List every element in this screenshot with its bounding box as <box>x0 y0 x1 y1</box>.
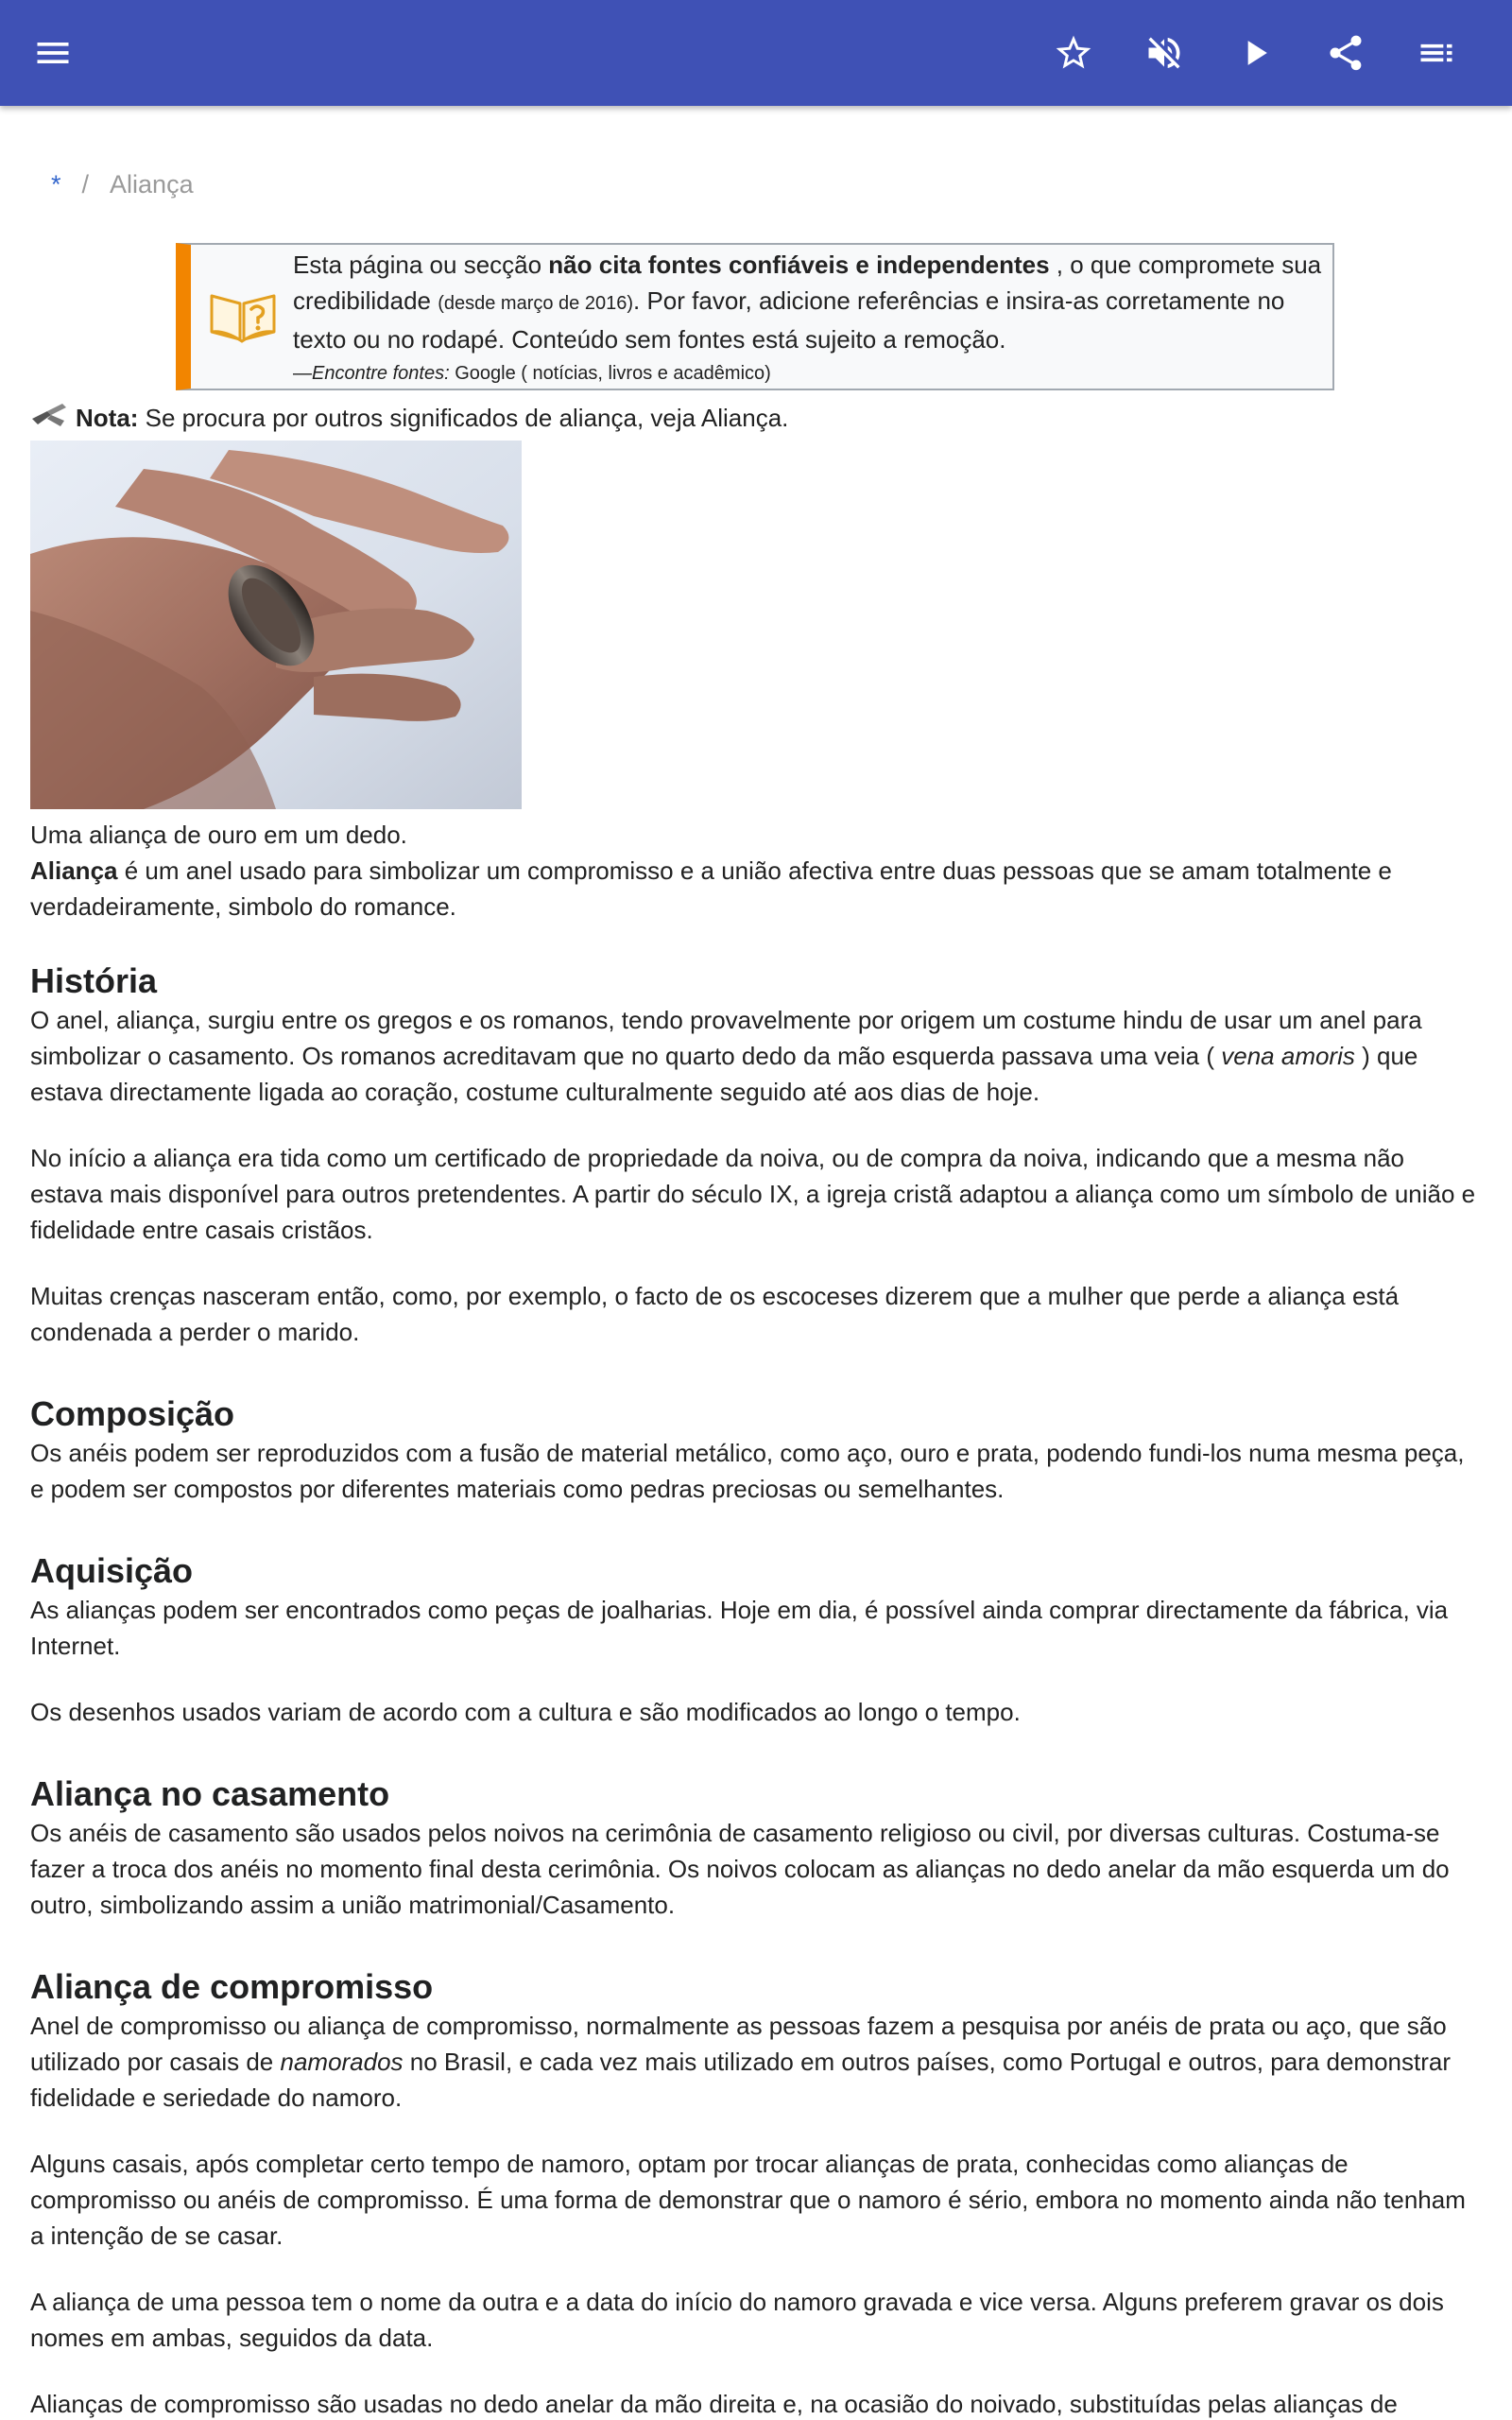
notice-warning-bold: não cita fontes confiáveis e independentes <box>548 251 1050 279</box>
favorite-button[interactable] <box>1045 25 1102 81</box>
compromisso-p1-end: no Brasil, e cada vez mais utilizado em outros países, como Portugal e outros, para demonstrar fidelidade e seriedade do namoro. <box>30 2048 1451 2112</box>
disambiguation-note <box>30 401 788 435</box>
notice-footer-label: Encontre fontes: <box>312 363 450 384</box>
section-aquisicao <box>30 1550 1482 1730</box>
breadcrumb-separator: / <box>81 170 90 199</box>
contents-button[interactable] <box>1408 25 1465 81</box>
intro-paragraph <box>30 853 1482 925</box>
aquisicao-paragraph-2: Os desenhos usados variam de acordo com a cultura e são modificados ao longo o tempo. <box>30 1698 1021 1726</box>
notice-text-end: . Por favor, adicione referências e insira-as corretamente no texto ou no rodapé. Conteúdo sem fontes está sujeito a remoção. <box>293 286 1285 354</box>
breadcrumb <box>51 170 194 199</box>
heading-casamento: Aliança no casamento <box>30 1774 390 1813</box>
compromisso-paragraph-3: A aliança de uma pessoa tem o nome da outra e a data do início do namoro gravada e vice versa. Alguns preferem gravar os dois nomes em ambas, seguidos da data. <box>30 2288 1444 2352</box>
breadcrumb-home-link[interactable]: * <box>51 170 61 199</box>
star-outline-icon <box>1053 32 1094 74</box>
disambiguation-icon <box>30 402 68 430</box>
menu-button[interactable] <box>25 25 81 81</box>
aquisicao-paragraph-1: As alianças podem ser encontrados como peças de joalharias. Hoje em dia, é possível ainda comprar directamente da fábrica, via Internet. <box>30 1596 1449 1660</box>
notice-footer-dash: — <box>293 363 312 384</box>
casamento-paragraph-1: Os anéis de casamento são usados pelos noivos na cerimônia de casamento religioso ou civil, por diversas culturas. Costuma-se fazer a troca dos anéis no momento final desta cerimônia. Os noivos colocam as alianças no dedo anelar da mão esquerda um do outro, simbolizando assim a união matrimonial/Casamento. <box>30 1819 1450 1919</box>
compromisso-paragraph-4: Alianças de compromisso são usadas no dedo anelar da mão direita e, na ocasião do noivado, substituídas pelas alianças de <box>30 2390 1398 2418</box>
share-icon <box>1325 32 1366 74</box>
notice-footer-links[interactable]: Google ( notícias, livros e acadêmico) <box>449 363 771 384</box>
compromisso-p1-italic: namorados <box>280 2048 404 2076</box>
open-book-question-icon <box>206 283 280 349</box>
play-icon <box>1234 32 1276 74</box>
note-text: Se procura por outros significados de aliança, veja Aliança. <box>138 404 789 432</box>
section-compromisso <box>30 1966 1482 2420</box>
ring-photo-image <box>30 441 522 809</box>
historia-paragraph-1 <box>30 1002 1482 1110</box>
note-label: Nota: <box>76 404 139 432</box>
historia-paragraph-2: No início a aliança era tida como um certificado de propriedade da noiva, ou de compra da noiva, indicando que a mesma não estava mais disponível para outros pretendentes. A partir do século IX, a igreja cristã adaptou a aliança como um símbolo de união e fidelidade entre casais cristãos. <box>30 1144 1476 1244</box>
notice-date: (desde março de 2016) <box>438 293 634 314</box>
citation-notice-box <box>176 243 1334 390</box>
historia-p1-italic: vena amoris <box>1221 1042 1355 1070</box>
compromisso-paragraph-1 <box>30 2008 1482 2116</box>
play-button[interactable] <box>1227 25 1283 81</box>
heading-compromisso: Aliança de compromisso <box>30 1967 434 2006</box>
compromisso-paragraph-2: Alguns casais, após completar certo tempo de namoro, optam por trocar alianças de prata, conhecidas como alianças de compromisso ou anéis de compromisso. É uma forma de demonstrar que o namoro é sério, embora no momento ainda não tenham a intenção de se casar. <box>30 2150 1466 2250</box>
compromisso-p1-start: Anel de compromisso ou aliança de compromisso, normalmente as pessoas fazem a pesquisa por anéis de prata ou aço, que são utilizado por casais de <box>30 2012 1447 2076</box>
mute-button[interactable] <box>1136 25 1193 81</box>
historia-paragraph-3: Muitas crenças nasceram então, como, por exemplo, o facto de os escoceses dizerem que a mulher que perde a aliança está condenada a perder o marido. <box>30 1282 1400 1346</box>
list-icon <box>1416 32 1457 74</box>
ring-photo[interactable] <box>30 441 522 809</box>
notice-text-middle: , o que compromete sua credibilidade <box>293 251 1322 315</box>
intro-term: Aliança <box>30 856 118 885</box>
heading-historia: História <box>30 961 158 1000</box>
composicao-paragraph-1: Os anéis podem ser reproduzidos com a fusão de material metálico, como aço, ouro e prata, podendo fundi-los numa mesma peça, e podem ser compostos por diferentes materiais como pedras preciosas ou semelhantes. <box>30 1439 1465 1503</box>
share-button[interactable] <box>1317 25 1374 81</box>
intro-text: é um anel usado para simbolizar um compromisso e a união afectiva entre duas pessoas que se amam totalmente e verdadeiramente, simbolo do romance. <box>30 856 1392 921</box>
app-toolbar <box>0 0 1512 106</box>
breadcrumb-current: Aliança <box>110 170 194 199</box>
photo-caption: Uma aliança de ouro em um dedo. <box>30 821 407 849</box>
volume-off-icon <box>1143 32 1185 74</box>
notice-footer <box>293 359 1323 388</box>
heading-aquisicao: Aquisição <box>30 1551 194 1590</box>
notice-text-start: Esta página ou secção <box>293 251 549 279</box>
section-casamento <box>30 1773 1482 1923</box>
notice-text <box>293 247 1323 388</box>
historia-p1-end: ) que estava directamente ligada ao coração, costume culturalmente seguido até aos dias de hoje. <box>30 1042 1418 1106</box>
historia-p1-start: O anel, aliança, surgiu entre os gregos e os romanos, tendo provavelmente por origem um costume hindu de usar um anel para simbolizar o casamento. Os romanos acreditavam que no quarto dedo da mão esquerda passava uma veia ( <box>30 1006 1422 1070</box>
section-historia <box>30 960 1482 1350</box>
section-composicao <box>30 1393 1482 1507</box>
menu-icon <box>32 32 74 74</box>
heading-composicao: Composição <box>30 1394 235 1433</box>
